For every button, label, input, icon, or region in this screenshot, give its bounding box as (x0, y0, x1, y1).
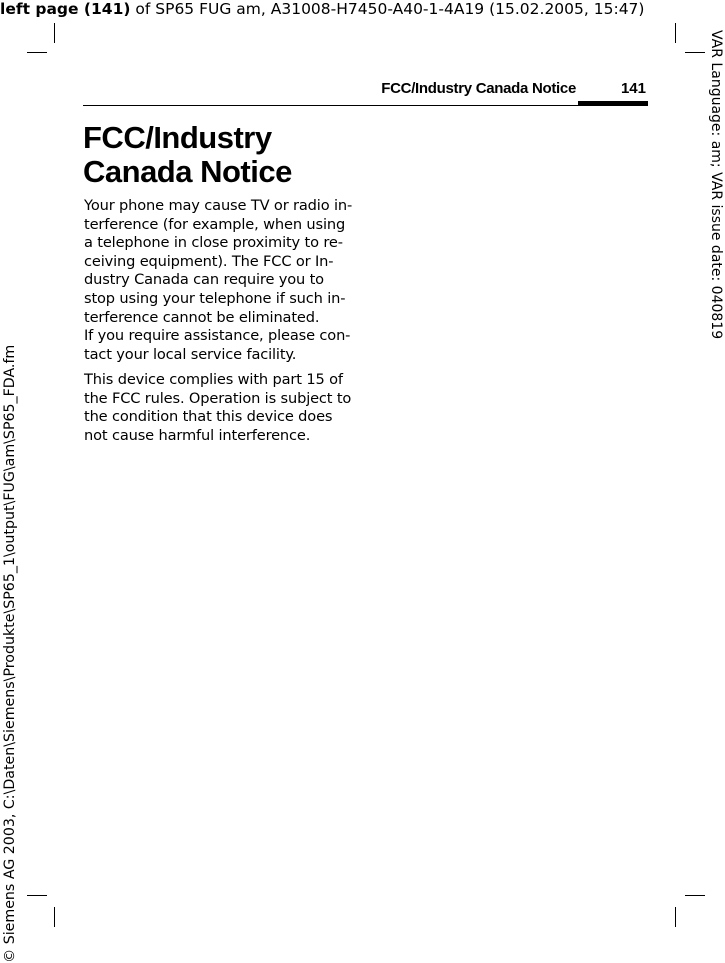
text-line: Your phone may cause TV or radio in- (84, 197, 353, 214)
text-line: stop using your telephone if such in- (84, 289, 346, 307)
text-line: terference cannot be eliminated. (84, 308, 320, 326)
header-rule-accent (578, 101, 648, 105)
paragraph-compliance (84, 371, 356, 445)
slug-page-label: left page (141) (0, 0, 131, 18)
crop-mark (685, 895, 705, 896)
text-line: tact your local service facility. (84, 345, 297, 363)
paragraph-interference (84, 197, 356, 364)
crop-mark (27, 895, 47, 896)
crop-mark (54, 23, 55, 43)
page-title (83, 121, 383, 189)
text-line: terference (for example, when using (84, 215, 346, 233)
crop-mark (27, 52, 47, 53)
side-margin-copyright-path: © Siemens AG 2003, C:\Daten\Siemens\Produkte\SP65_1\output\FUG\am\SP65_FDA.fm (2, 344, 18, 963)
page-title-line: FCC/Industry (83, 120, 272, 155)
text-line: the condition that this device does (84, 408, 333, 426)
text-line: This device complies with part 15 of (84, 371, 343, 388)
page-title-line: Canada Notice (83, 154, 292, 189)
side-margin-var-info: VAR Language: am; VAR issue date: 040819 (708, 30, 724, 340)
text-line: the FCC rules. Operation is subject to (84, 389, 352, 407)
running-header-title: FCC/Industry Canada Notice (381, 80, 576, 97)
crop-mark (54, 907, 55, 927)
header-rule (83, 105, 648, 106)
text-line: dustry Canada can require you to (84, 271, 324, 289)
page-number: 141 (620, 80, 646, 97)
text-line: ceiving equipment). The FCC or In- (84, 252, 334, 270)
crop-mark (685, 52, 705, 53)
text-line: not cause harmful interference. (84, 426, 311, 444)
print-slug (0, 0, 644, 18)
crop-mark (675, 907, 676, 927)
crop-mark (675, 23, 676, 43)
text-line: a telephone in close proximity to re- (84, 234, 343, 252)
text-line: If you require assistance, please con- (84, 327, 351, 345)
slug-file-info: of SP65 FUG am, A31008-H7450-A40-1-4A19 (15.02.2005, 15:47) (130, 0, 645, 18)
